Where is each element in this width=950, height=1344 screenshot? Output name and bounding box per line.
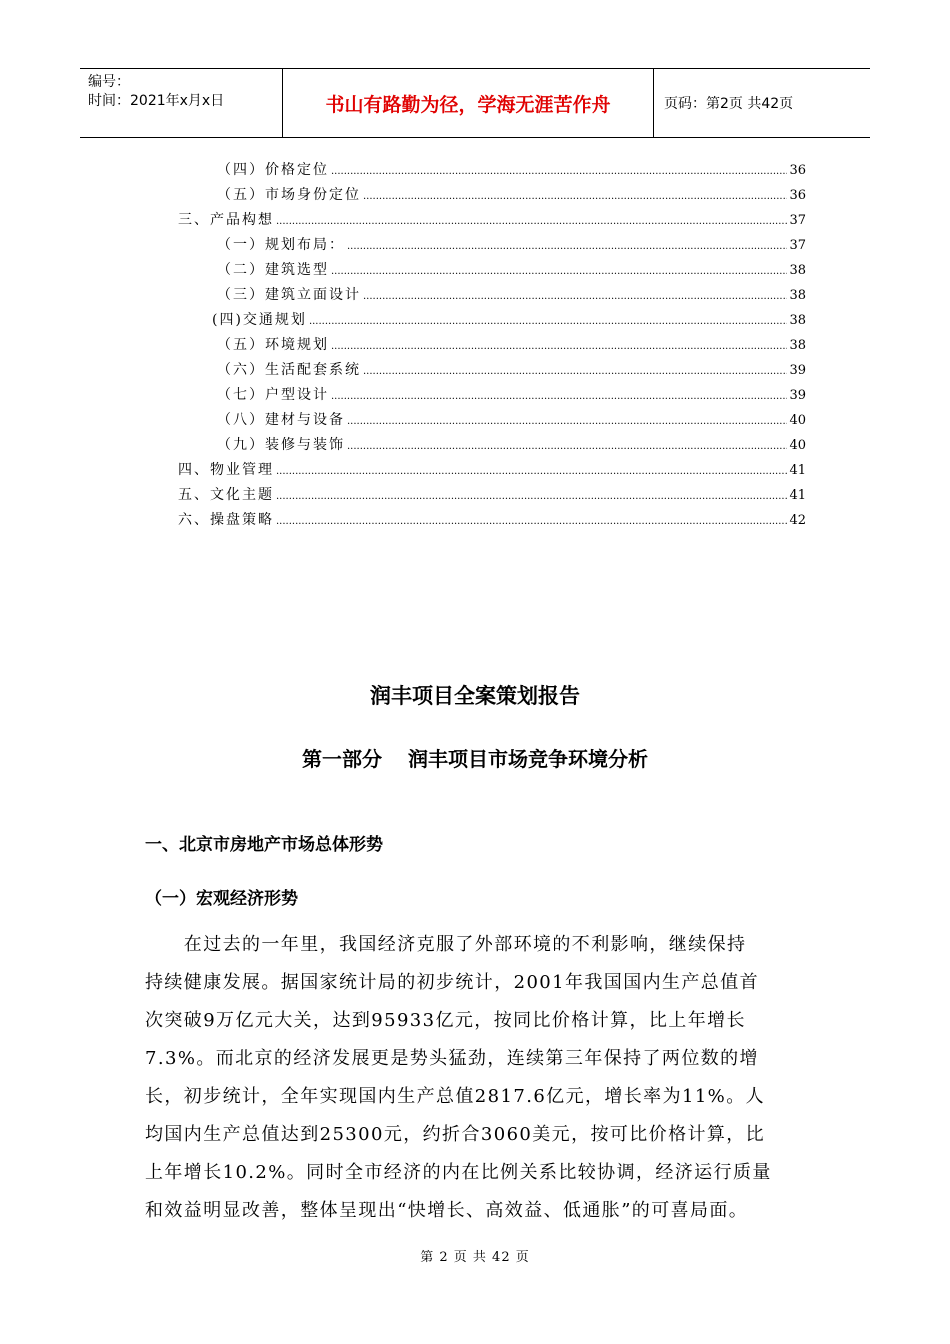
toc-leader-dots [276, 212, 787, 232]
toc-leader-dots [363, 187, 787, 207]
toc-entry-page: 38 [789, 313, 806, 328]
toc-leader-dots [347, 437, 787, 457]
toc-entry-page: 42 [789, 513, 806, 528]
toc-entry[interactable] [217, 360, 806, 380]
toc-leader-dots [331, 337, 787, 357]
header-motto: 书山有路勤为径，学海无涯苦作舟 [282, 69, 654, 137]
toc-entry-page: 39 [789, 363, 806, 378]
toc-entry[interactable] [178, 460, 806, 480]
toc-leader-dots [309, 312, 788, 332]
toc-entry-label: （六）生活配套系统 [217, 362, 361, 378]
toc-leader-dots [276, 462, 787, 482]
toc-entry-page: 38 [789, 288, 806, 303]
part-number: 第一部分 [302, 747, 382, 771]
toc-entry[interactable] [217, 260, 806, 280]
toc-entry-page: 40 [789, 413, 806, 428]
toc-entry[interactable] [212, 310, 806, 330]
toc-entry-label: （四）价格定位 [217, 162, 329, 178]
toc-entry-label: 五、文化主题 [178, 487, 274, 503]
toc-entry-label: （八）建材与设备 [217, 412, 345, 428]
paragraph-line: 长，初步统计，全年实现国内生产总值2817.6亿元，增长率为11%。人 [145, 1086, 765, 1107]
toc-entry-page: 38 [789, 338, 806, 353]
toc-leader-dots [276, 487, 787, 507]
toc-entry-page: 38 [789, 263, 806, 278]
toc-entry[interactable] [217, 385, 806, 405]
document-date: 时间：2021年x月x日 [88, 93, 225, 109]
toc-leader-dots [331, 162, 787, 182]
toc-entry-label: （九）装修与装饰 [217, 437, 345, 453]
toc-entry-label: （七）户型设计 [217, 387, 329, 403]
body-paragraph [145, 926, 805, 1230]
toc-entry-label: （五）市场身份定位 [217, 187, 361, 203]
toc-leader-dots [331, 387, 787, 407]
toc-entry-label: 四、物业管理 [178, 462, 274, 478]
toc-entry-label: （五）环境规划 [217, 337, 329, 353]
toc-entry-page: 41 [789, 463, 806, 478]
toc-entry[interactable] [217, 335, 806, 355]
toc-entry[interactable] [178, 485, 806, 505]
toc-leader-dots [347, 237, 787, 257]
toc-entry-page: 39 [789, 388, 806, 403]
part-title [0, 743, 950, 772]
toc-entry[interactable] [178, 210, 806, 230]
toc-entry-label: （二）建筑选型 [217, 262, 329, 278]
section-heading: 一、北京市房地产市场总体形势 [145, 835, 383, 855]
toc-entry[interactable] [217, 160, 806, 180]
paragraph-line: 上年增长10.2%。同时全市经济的内在比例关系比较协调，经济运行质量 [145, 1162, 772, 1183]
page-footer: 第 2 页 共 42 页 [420, 1250, 530, 1265]
toc-leader-dots [276, 512, 787, 532]
header-page-info: 页码：第2页 共42页 [664, 96, 794, 112]
paragraph-line: 均国内生产总值达到25300元，约折合3060美元，按可比价格计算，比 [145, 1124, 766, 1145]
report-title: 润丰项目全案策划报告 [370, 684, 580, 708]
toc-entry[interactable] [217, 410, 806, 430]
toc-entry-page: 36 [789, 188, 806, 203]
paragraph-line: 7.3%。而北京的经济发展更是势头猛劲，连续第三年保持了两位数的增 [145, 1048, 759, 1069]
part-name: 润丰项目市场竞争环境分析 [408, 747, 648, 771]
header-meta [80, 69, 282, 137]
toc-entry[interactable] [217, 285, 806, 305]
toc-entry[interactable] [178, 510, 806, 530]
paragraph-line: 持续健康发展。据国家统计局的初步统计，2001年我国国内生产总值首 [145, 972, 760, 993]
toc-entry-label: 三、产品构想 [178, 212, 274, 228]
toc-entry-page: 41 [789, 488, 806, 503]
toc-entry-page: 37 [789, 238, 806, 253]
paragraph-line: 在过去的一年里，我国经济克服了外部环境的不利影响，继续保持 [145, 934, 747, 955]
page-header [80, 68, 870, 138]
toc-entry-page: 40 [789, 438, 806, 453]
document-number-label: 编号： [88, 74, 130, 90]
paragraph-line: 和效益明显改善，整体呈现出“快增长、高效益、低通胀”的可喜局面。 [145, 1200, 749, 1221]
toc-entry-label: （三）建筑立面设计 [217, 287, 361, 303]
toc-leader-dots [347, 412, 787, 432]
toc-entry-label: （一）规划布局： [217, 237, 345, 253]
subsection-heading: （一）宏观经济形势 [145, 889, 298, 909]
paragraph-line: 次突破9万亿元大关，达到95933亿元，按同比价格计算，比上年增长 [145, 1010, 746, 1031]
toc-leader-dots [363, 287, 787, 307]
toc-entry[interactable] [217, 235, 806, 255]
toc-leader-dots [331, 262, 787, 282]
toc-entry-label: (四)交通规划 [212, 312, 307, 328]
toc-entry[interactable] [217, 435, 806, 455]
toc-leader-dots [363, 362, 787, 382]
toc-entry-page: 36 [789, 163, 806, 178]
toc-entry-label: 六、操盘策略 [178, 512, 274, 528]
toc-entry[interactable] [217, 185, 806, 205]
toc-entry-page: 37 [789, 213, 806, 228]
